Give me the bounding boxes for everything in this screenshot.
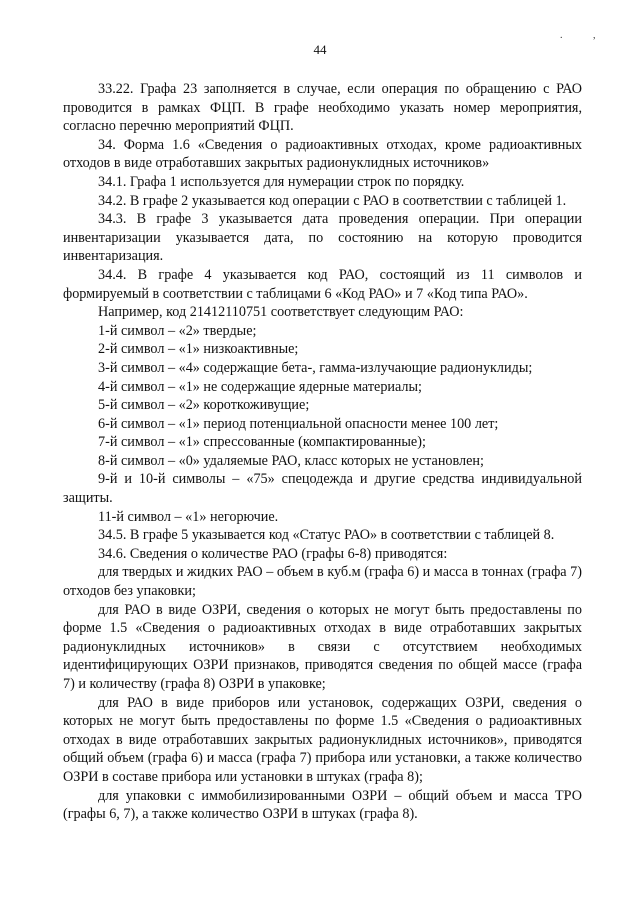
paragraph: для РАО в виде ОЗРИ, сведения о которых не могут быть предоставлены по форме 1.5 «Сведения о радиоактивных отходах в виде отработавших закрытых радионуклидных источников» в связи с отсутствием необходимых идентифицирующих ОЗРИ признаков, приводятся сведения по общей массе (графа 7) и количеству (графа 8) ОЗРИ в упаковке;	[63, 601, 582, 692]
document-body	[63, 80, 582, 824]
scan-marks: . ,	[560, 30, 610, 41]
paragraph: 34. Форма 1.6 «Сведения о радиоактивных отходах, кроме радиоактивных отходов в виде отработавших закрытых радионуклидных источников»	[63, 136, 582, 172]
list-item: 2-й символ – «1» низкоактивные;	[98, 341, 299, 358]
paragraph: для упаковки с иммобилизированными ОЗРИ – общий объем и масса ТРО (графы 6, 7), а также количество ОЗРИ в штуках (графа 8).	[63, 787, 582, 823]
list-item: 11-й символ – «1» негорючие.	[98, 508, 279, 525]
list-item: 7-й символ – «1» спрессованные (компактированные);	[98, 434, 426, 451]
paragraph: Например, код 21412110751 соответствует следующим РАО:	[98, 304, 464, 321]
list-item: 8-й символ – «0» удаляемые РАО, класс которых не установлен;	[98, 452, 484, 469]
paragraph: 33.22. Графа 23 заполняется в случае, если операция по обращению с РАО проводится в рамках ФЦП. В графе необходимо указать номер мероприятия, согласно перечню мероприятий ФЦП.	[63, 81, 582, 135]
list-item: 6-й символ – «1» период потенциальной опасности менее 100 лет;	[98, 415, 499, 432]
paragraph: для твердых и жидких РАО – объем в куб.м (графа 6) и масса в тоннах (графа 7) отходов без упаковки;	[63, 564, 582, 600]
list-item: 1-й символ – «2» твердые;	[98, 322, 257, 339]
paragraph: 34.2. В графе 2 указывается код операции с РАО в соответствии с таблицей 1.	[98, 192, 567, 209]
list-item: 9-й и 10-й символы – «75» спецодежда и другие средства индивидуальной защиты.	[63, 471, 582, 507]
list-item: 4-й символ – «1» не содержащие ядерные материалы;	[98, 378, 422, 395]
paragraph: 34.1. Графа 1 используется для нумерации строк по порядку.	[98, 173, 465, 190]
paragraph: 34.3. В графе 3 указывается дата проведения операции. При операции инвентаризации указывается дата, по состоянию на которую проводится инвентаризация.	[63, 211, 582, 265]
paragraph: 34.6. Сведения о количестве РАО (графы 6-8) приводятся:	[98, 545, 448, 562]
list-item: 5-й символ – «2» короткоживущие;	[98, 397, 310, 414]
page-number: 44	[313, 42, 327, 57]
paragraph: 34.5. В графе 5 указывается код «Статус РАО» в соответствии с таблицей 8.	[98, 527, 555, 544]
paragraph: для РАО в виде приборов или установок, содержащих ОЗРИ, сведения о которых не могут быть предоставлены по форме 1.5 «Сведения о радиоактивных отходах в виде отработавших закрытых радионуклидных источников», приводятся общий объем (графа 6) и масса (графа 7) прибора или установки, а также количество ОЗРИ в составе прибора или установки в штуках (графа 8);	[63, 694, 582, 785]
list-item: 3-й символ – «4» содержащие бета-, гамма-излучающие радионуклиды;	[98, 359, 533, 376]
paragraph: 34.4. В графе 4 указывается код РАО, состоящий из 11 символов и формируемый в соответствии с таблицами 6 «Код РАО» и 7 «Код типа РАО».	[63, 266, 582, 302]
